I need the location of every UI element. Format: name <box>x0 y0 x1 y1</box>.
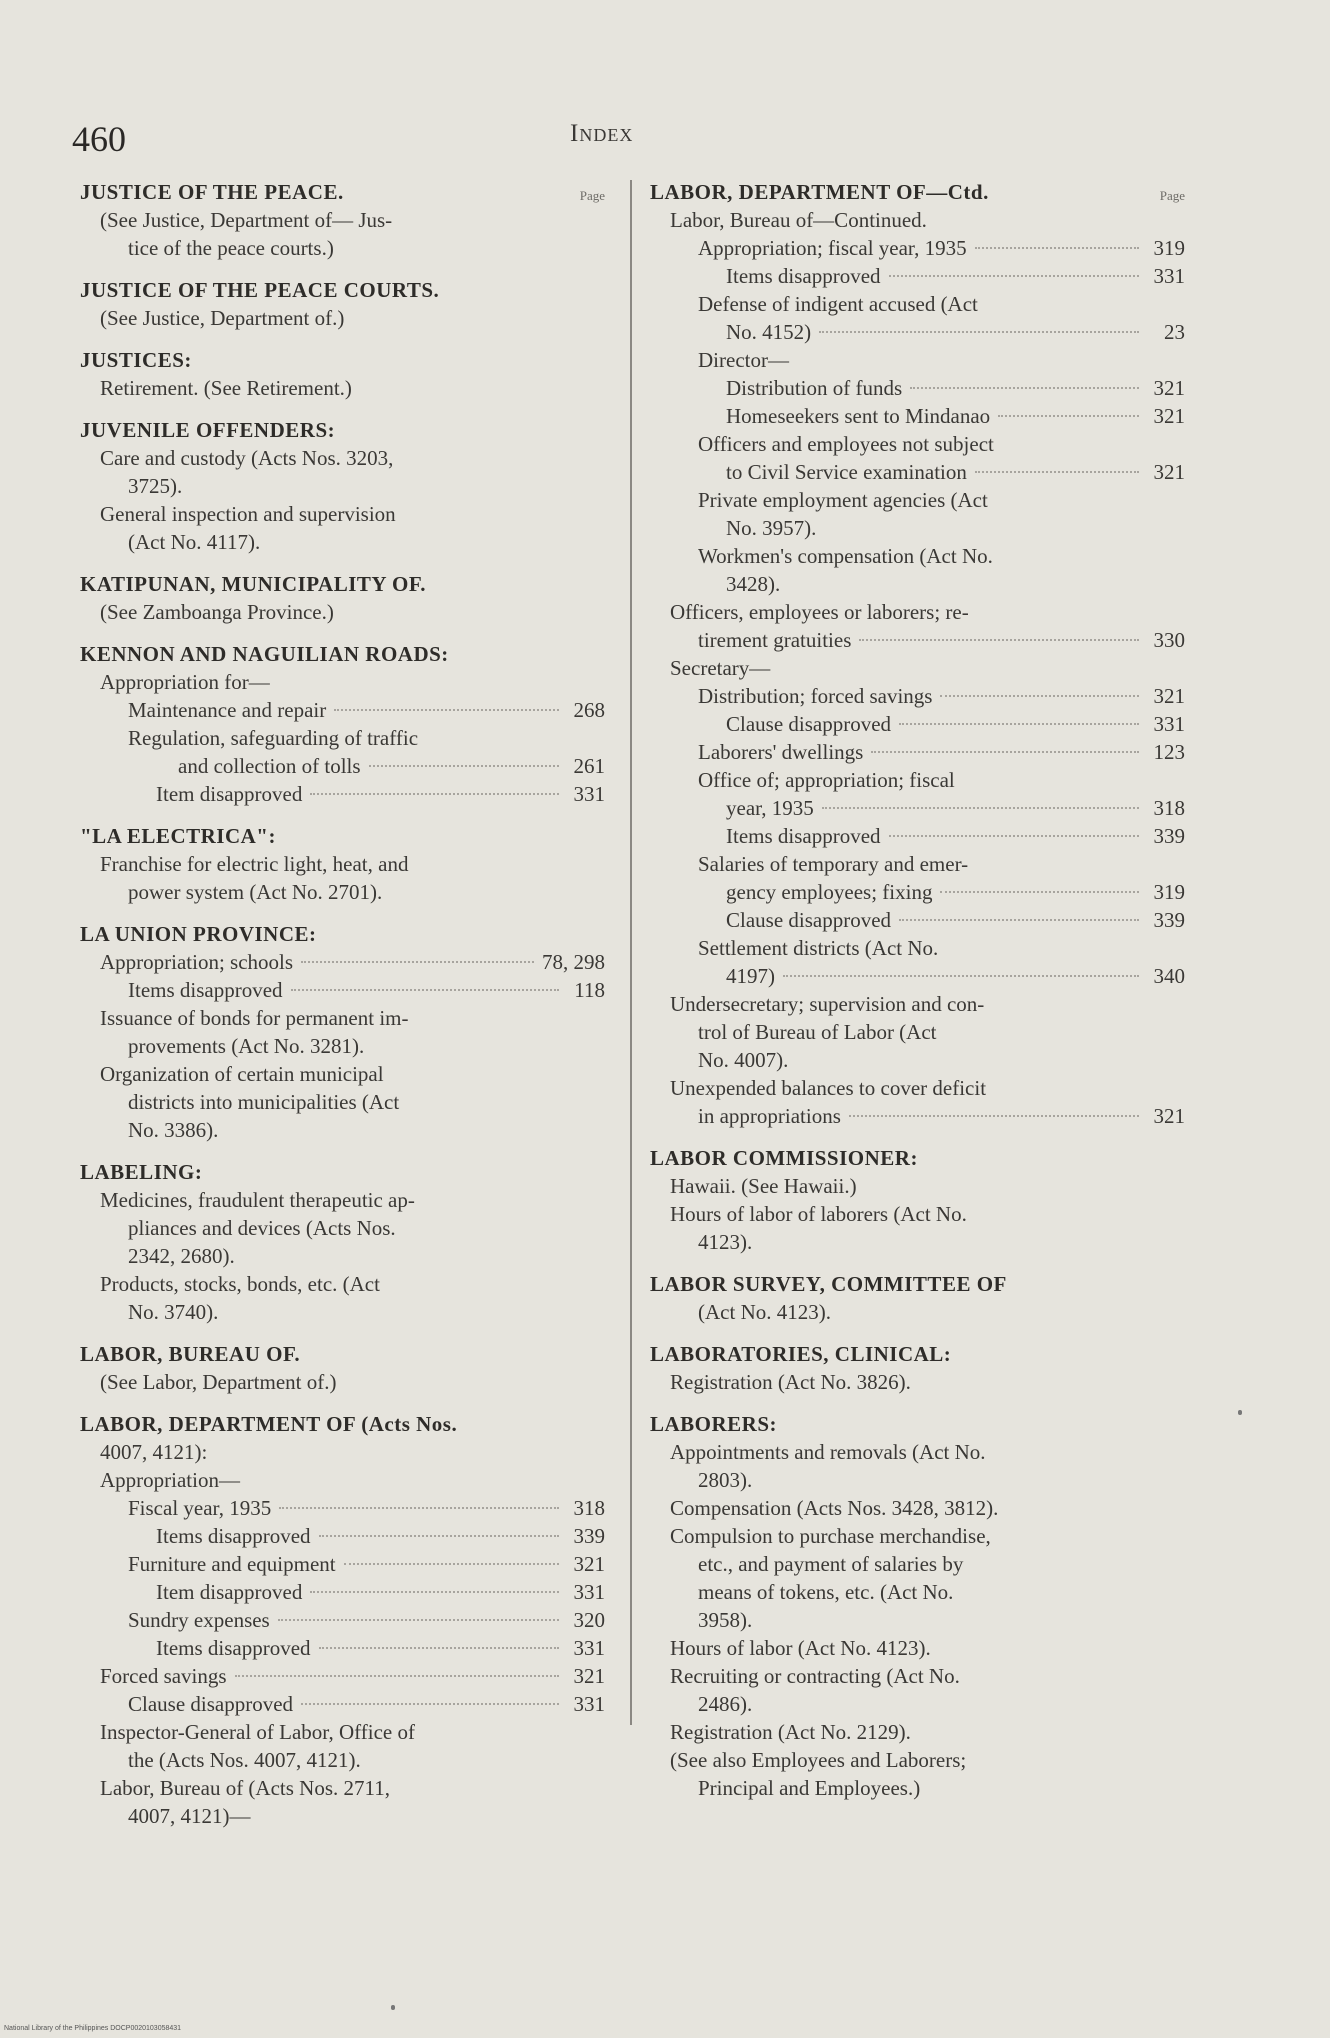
entry-text: 3428). <box>726 572 781 596</box>
dot-leader <box>279 1507 559 1509</box>
dot-leader <box>889 835 1139 837</box>
index-entry <box>80 304 605 332</box>
dot-leader <box>783 975 1139 977</box>
page-ref: 331 <box>573 1692 605 1716</box>
entry-text: 3725). <box>128 474 183 498</box>
index-entry <box>650 1200 1185 1228</box>
entry-text: Appropriation; schools <box>100 950 294 974</box>
index-entry <box>650 1074 1185 1102</box>
index-entry <box>650 1578 1185 1606</box>
entry-text: Maintenance and repair <box>128 698 327 722</box>
page-ref: 331 <box>573 782 605 806</box>
entry-text: Secretary— <box>670 656 771 680</box>
entry-text: Inspector-General of Labor, Office of <box>100 1720 415 1744</box>
index-entry <box>80 1116 605 1144</box>
dot-leader <box>344 1563 559 1565</box>
index-entry <box>650 990 1185 1018</box>
index-entry <box>650 794 1185 822</box>
entry-text: Items disapproved <box>128 978 283 1002</box>
dot-leader <box>871 751 1139 753</box>
speck-mark <box>1238 1410 1242 1415</box>
entry-text: Officers and employees not subject <box>698 432 994 456</box>
index-entry <box>80 1494 605 1522</box>
entry-text: Clause disapproved <box>726 908 892 932</box>
index-entry <box>80 1634 605 1662</box>
entry-text: Private employment agencies (Act <box>698 488 988 512</box>
index-entry <box>650 430 1185 458</box>
index-entry <box>80 1368 605 1396</box>
index-entry <box>650 234 1185 262</box>
index-column-right <box>650 178 1185 1802</box>
index-column-left <box>80 178 605 1830</box>
index-heading: LABOR SURVEY, COMMITTEE OF <box>650 1272 1007 1296</box>
index-entry <box>650 766 1185 794</box>
page-ref: 321 <box>573 1664 605 1688</box>
entry-text: Distribution; forced savings <box>698 684 933 708</box>
index-heading: JUVENILE OFFENDERS: <box>80 418 336 442</box>
page-ref: 330 <box>1153 628 1185 652</box>
index-entry <box>80 1242 605 1270</box>
index-heading: LABORERS: <box>650 1412 778 1436</box>
index-entry <box>650 1690 1185 1718</box>
index-entry <box>650 374 1185 402</box>
entry-text: Settlement districts (Act No. <box>698 936 939 960</box>
entry-text: Labor, Bureau of—Continued. <box>670 208 927 232</box>
index-entry <box>650 906 1185 934</box>
entry-text: 2486). <box>698 1692 753 1716</box>
dot-leader <box>278 1619 559 1621</box>
dot-leader <box>310 1591 559 1593</box>
running-head: Index <box>570 120 634 147</box>
entry-text: Sundry expenses <box>128 1608 270 1632</box>
dot-leader <box>334 709 559 711</box>
entry-text: Products, stocks, bonds, etc. (Act <box>100 1272 380 1296</box>
page-ref: 331 <box>573 1580 605 1604</box>
page-ref: 331 <box>573 1636 605 1660</box>
column-divider <box>630 180 632 1725</box>
index-entry <box>80 1298 605 1326</box>
entry-text: (See Justice, Department of— Jus- <box>100 208 393 232</box>
index-entry <box>650 1018 1185 1046</box>
entry-text: Compensation (Acts Nos. 3428, 3812). <box>670 1496 999 1520</box>
entry-text: Distribution of funds <box>726 376 903 400</box>
index-entry <box>80 878 605 906</box>
dot-leader <box>310 793 559 795</box>
entry-text: Undersecretary; supervision and con- <box>670 992 985 1016</box>
entry-text: districts into municipalities (Act <box>128 1090 400 1114</box>
entry-text: etc., and payment of salaries by <box>698 1552 964 1576</box>
index-entry <box>80 1186 605 1214</box>
entry-text: Laborers' dwellings <box>698 740 864 764</box>
index-entry <box>650 1634 1185 1662</box>
page-ref: 340 <box>1153 964 1185 988</box>
entry-text: power system (Act No. 2701). <box>128 880 383 904</box>
index-entry <box>80 1578 605 1606</box>
page-ref: 321 <box>1153 460 1185 484</box>
index-entry <box>80 1550 605 1578</box>
entry-text: Salaries of temporary and emer- <box>698 852 969 876</box>
page-ref: 123 <box>1153 740 1185 764</box>
index-entry <box>650 654 1185 682</box>
page-column-label: Page <box>579 188 605 203</box>
index-entry <box>650 1662 1185 1690</box>
dot-leader <box>899 723 1139 725</box>
index-entry <box>650 290 1185 318</box>
index-entry <box>650 262 1185 290</box>
dot-leader <box>910 387 1139 389</box>
index-entry <box>80 724 605 752</box>
index-entry <box>80 1088 605 1116</box>
entry-text: Labor, Bureau of (Acts Nos. 2711, <box>100 1776 390 1800</box>
entry-text: in appropriations <box>698 1104 841 1128</box>
index-entry <box>80 1718 605 1746</box>
index-entry <box>650 1494 1185 1522</box>
entry-text: 4123). <box>698 1230 753 1254</box>
entry-text: Clause disapproved <box>128 1692 294 1716</box>
entry-text: Item disapproved <box>156 782 303 806</box>
index-entry <box>80 1802 605 1830</box>
index-entry <box>650 1046 1185 1074</box>
entry-text: General inspection and supervision <box>100 502 396 526</box>
entry-text: (Act No. 4123). <box>698 1300 831 1324</box>
page-ref: 78, 298 <box>542 950 605 974</box>
index-entry <box>80 374 605 402</box>
entry-text: Officers, employees or laborers; re- <box>670 600 969 624</box>
entry-text: Director— <box>698 348 789 372</box>
entry-text: Unexpended balances to cover deficit <box>670 1076 987 1100</box>
dot-leader <box>975 247 1139 249</box>
index-entry <box>650 822 1185 850</box>
entry-text: 2342, 2680). <box>128 1244 235 1268</box>
entry-text: Retirement. (See Retirement.) <box>100 376 352 400</box>
index-heading: LABOR, BUREAU OF. <box>80 1342 301 1366</box>
index-entry <box>80 472 605 500</box>
index-entry <box>650 1522 1185 1550</box>
index-entry <box>80 1690 605 1718</box>
page-ref: 118 <box>574 978 605 1002</box>
page-column-label: Page <box>1159 188 1185 203</box>
page-ref: 321 <box>1153 1104 1185 1128</box>
entry-text: Hours of labor of laborers (Act No. <box>670 1202 967 1226</box>
entry-text: Appropriation— <box>100 1468 240 1492</box>
index-entry <box>650 1368 1185 1396</box>
index-entry <box>80 1606 605 1634</box>
index-heading: "LA ELECTRICA": <box>80 824 276 848</box>
index-entry <box>80 1662 605 1690</box>
index-entry <box>80 1270 605 1298</box>
index-entry <box>80 948 605 976</box>
entry-text: (See also Employees and Laborers; <box>670 1748 967 1772</box>
index-entry <box>650 318 1185 346</box>
index-entry <box>80 1214 605 1242</box>
entry-text: Appropriation for— <box>100 670 270 694</box>
index-heading: LABELING: <box>80 1160 203 1184</box>
dot-leader <box>301 1703 559 1705</box>
entry-text: Item disapproved <box>156 1580 303 1604</box>
index-entry <box>650 570 1185 598</box>
speck-mark <box>391 2005 395 2010</box>
index-heading: LA UNION PROVINCE: <box>80 922 317 946</box>
page-ref: 339 <box>1153 824 1185 848</box>
index-entry <box>650 962 1185 990</box>
entry-text: Registration (Act No. 3826). <box>670 1370 911 1394</box>
index-entry <box>80 1060 605 1088</box>
index-entry <box>80 696 605 724</box>
index-entry <box>650 1102 1185 1130</box>
scan-footer: National Library of the Philippines DOCP0020103058431 <box>4 2025 182 2032</box>
page-ref: 339 <box>1153 908 1185 932</box>
dot-leader <box>235 1675 559 1677</box>
index-entry <box>80 780 605 808</box>
entry-text: Items disapproved <box>726 264 881 288</box>
page-ref: 339 <box>573 1524 605 1548</box>
index-entry <box>80 976 605 1004</box>
entry-text: Appointments and removals (Act No. <box>670 1440 986 1464</box>
index-entry <box>80 528 605 556</box>
index-entry <box>80 752 605 780</box>
index-heading: LABOR, DEPARTMENT OF—Ctd. <box>650 180 989 204</box>
index-entry <box>650 542 1185 570</box>
entry-text: 4007, 4121)— <box>128 1804 251 1828</box>
dot-leader <box>369 765 559 767</box>
entry-text: (Act No. 4117). <box>128 530 261 554</box>
index-entry <box>80 1032 605 1060</box>
index-entry <box>650 850 1185 878</box>
entry-text: Defense of indigent accused (Act <box>698 292 978 316</box>
index-entry <box>80 1746 605 1774</box>
dot-leader <box>940 695 1139 697</box>
entry-text: (See Zamboanga Province.) <box>100 600 334 624</box>
index-entry <box>80 1522 605 1550</box>
entry-text: provements (Act No. 3281). <box>128 1034 365 1058</box>
entry-text: the (Acts Nos. 4007, 4121). <box>128 1748 361 1772</box>
entry-text: Medicines, fraudulent therapeutic ap- <box>100 1188 415 1212</box>
page-ref: 321 <box>573 1552 605 1576</box>
index-entry <box>80 444 605 472</box>
index-heading: JUSTICE OF THE PEACE COURTS. <box>80 278 440 302</box>
index-entry <box>650 878 1185 906</box>
entry-text: year, 1935 <box>726 796 814 820</box>
entry-text: Registration (Act No. 2129). <box>670 1720 911 1744</box>
entry-text: Organization of certain municipal <box>100 1062 384 1086</box>
entry-text: trol of Bureau of Labor (Act <box>698 1020 937 1044</box>
entry-text: means of tokens, etc. (Act No. <box>698 1580 954 1604</box>
dot-leader <box>819 331 1139 333</box>
page-ref: 321 <box>1153 684 1185 708</box>
index-list-left <box>80 178 605 1830</box>
entry-text: Office of; appropriation; fiscal <box>698 768 955 792</box>
entry-text: gency employees; fixing <box>726 880 933 904</box>
page-ref: 268 <box>573 698 605 722</box>
dot-leader <box>899 919 1139 921</box>
index-entry <box>650 346 1185 374</box>
entry-text: pliances and devices (Acts Nos. <box>128 1216 396 1240</box>
entry-text: Franchise for electric light, heat, and <box>100 852 409 876</box>
index-entry <box>650 514 1185 542</box>
entry-text: Care and custody (Acts Nos. 3203, <box>100 446 394 470</box>
index-entry <box>80 850 605 878</box>
dot-leader <box>319 1535 559 1537</box>
index-entry <box>650 402 1185 430</box>
index-entry <box>80 668 605 696</box>
page-ref: 320 <box>573 1608 605 1632</box>
index-entry <box>650 1606 1185 1634</box>
entry-text: Fiscal year, 1935 <box>128 1496 272 1520</box>
index-entry <box>650 1466 1185 1494</box>
dot-leader <box>998 415 1139 417</box>
page-ref: 331 <box>1153 264 1185 288</box>
index-entry <box>650 1746 1185 1774</box>
entry-text: tice of the peace courts.) <box>128 236 334 260</box>
index-entry <box>650 1228 1185 1256</box>
entry-text: Issuance of bonds for permanent im- <box>100 1006 409 1030</box>
entry-text: (See Justice, Department of.) <box>100 306 345 330</box>
dot-leader <box>889 275 1139 277</box>
page-ref: 321 <box>1153 376 1185 400</box>
index-entry <box>80 1774 605 1802</box>
index-entry <box>80 234 605 262</box>
entry-text: Principal and Employees.) <box>698 1776 921 1800</box>
index-entry <box>80 598 605 626</box>
entry-text: (See Labor, Department of.) <box>100 1370 337 1394</box>
dot-leader <box>319 1647 559 1649</box>
index-heading: JUSTICE OF THE PEACE. <box>80 180 344 204</box>
index-entry <box>650 1298 1185 1326</box>
index-heading: JUSTICES: <box>80 348 192 372</box>
entry-text: Items disapproved <box>156 1524 311 1548</box>
entry-text: No. 4152) <box>726 320 812 344</box>
index-entry <box>650 1774 1185 1802</box>
index-entry <box>650 626 1185 654</box>
page-ref: 331 <box>1153 712 1185 736</box>
page-ref: 318 <box>1153 796 1185 820</box>
index-entry <box>650 1718 1185 1746</box>
entry-text: Forced savings <box>100 1664 227 1688</box>
page-ref: 321 <box>1153 404 1185 428</box>
index-heading: LABORATORIES, CLINICAL: <box>650 1342 952 1366</box>
entry-text: Items disapproved <box>156 1636 311 1660</box>
entry-text: Recruiting or contracting (Act No. <box>670 1664 960 1688</box>
index-heading: LABOR, DEPARTMENT OF (Acts Nos. <box>80 1412 458 1436</box>
page-ref: 319 <box>1153 880 1185 904</box>
index-entry <box>650 1550 1185 1578</box>
index-list-right <box>650 178 1185 1802</box>
entry-text: Clause disapproved <box>726 712 892 736</box>
index-entry <box>80 1466 605 1494</box>
entry-text: Homeseekers sent to Mindanao <box>726 404 991 428</box>
index-entry <box>650 1172 1185 1200</box>
dot-leader <box>822 807 1139 809</box>
page-number: 460 <box>72 119 126 159</box>
index-entry <box>650 486 1185 514</box>
entry-text: 2803). <box>698 1468 753 1492</box>
index-heading: KATIPUNAN, MUNICIPALITY OF. <box>80 572 427 596</box>
entry-text: Workmen's compensation (Act No. <box>698 544 993 568</box>
dot-leader <box>849 1115 1139 1117</box>
index-heading: LABOR COMMISSIONER: <box>650 1146 918 1170</box>
index-entry <box>80 206 605 234</box>
entry-text: Regulation, safeguarding of traffic <box>128 726 419 750</box>
entry-text: Compulsion to purchase merchandise, <box>670 1524 991 1548</box>
index-entry <box>650 934 1185 962</box>
index-entry <box>80 1438 605 1466</box>
dot-leader <box>301 961 534 963</box>
index-entry <box>650 206 1185 234</box>
dot-leader <box>975 471 1139 473</box>
index-heading: KENNON AND NAGUILIAN ROADS: <box>80 642 449 666</box>
entry-text: Appropriation; fiscal year, 1935 <box>698 236 967 260</box>
index-entry <box>650 682 1185 710</box>
entry-text: tirement gratuities <box>698 628 852 652</box>
dot-leader <box>940 891 1139 893</box>
index-entry <box>650 710 1185 738</box>
entry-text: No. 3740). <box>128 1300 219 1324</box>
index-entry <box>650 598 1185 626</box>
dot-leader <box>291 989 559 991</box>
page-ref: 23 <box>1164 320 1185 344</box>
dot-leader <box>859 639 1139 641</box>
index-entry <box>80 1004 605 1032</box>
entry-text: 4007, 4121): <box>100 1440 208 1464</box>
index-entry <box>80 500 605 528</box>
entry-text: 4197) <box>726 964 775 988</box>
index-entry <box>650 1438 1185 1466</box>
index-entry <box>650 738 1185 766</box>
page-ref: 318 <box>573 1496 605 1520</box>
entry-text: to Civil Service examination <box>726 460 967 484</box>
entry-text: No. 3957). <box>726 516 817 540</box>
entry-text: Hawaii. (See Hawaii.) <box>670 1174 857 1198</box>
entry-text: Items disapproved <box>726 824 881 848</box>
entry-text: Hours of labor (Act No. 4123). <box>670 1636 931 1660</box>
entry-text: No. 3386). <box>128 1118 219 1142</box>
index-entry <box>650 458 1185 486</box>
entry-text: and collection of tolls <box>178 754 361 778</box>
entry-text: No. 4007). <box>698 1048 789 1072</box>
page-ref: 319 <box>1153 236 1185 260</box>
page-ref: 261 <box>573 754 605 778</box>
entry-text: 3958). <box>698 1608 753 1632</box>
entry-text: Furniture and equipment <box>128 1552 336 1576</box>
